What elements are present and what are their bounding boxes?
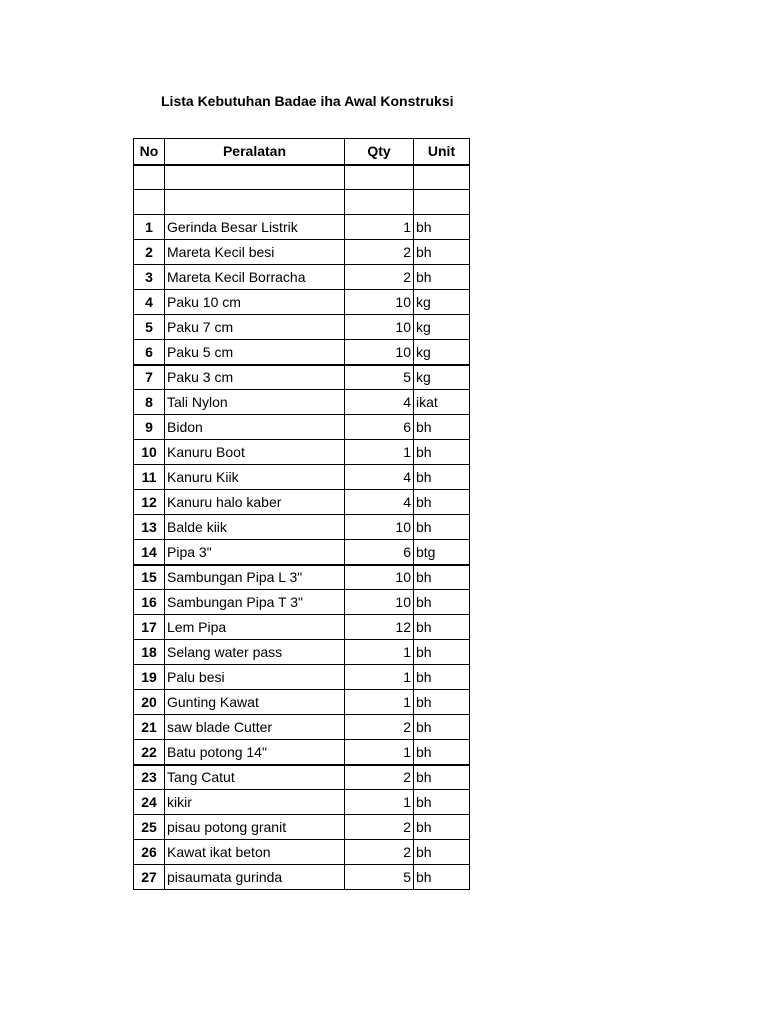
item-qty: 1: [345, 640, 414, 665]
row-number: 10: [134, 440, 165, 465]
item-qty: 10: [345, 515, 414, 540]
item-unit: bh: [414, 515, 470, 540]
item-qty: 4: [345, 490, 414, 515]
empty-cell: [345, 190, 414, 215]
row-number: 9: [134, 415, 165, 440]
item-unit: bh: [414, 415, 470, 440]
row-number: 26: [134, 840, 165, 865]
item-qty: 1: [345, 215, 414, 240]
item-unit: kg: [414, 290, 470, 315]
item-unit: ikat: [414, 390, 470, 415]
row-number: 8: [134, 390, 165, 415]
item-qty: 10: [345, 565, 414, 590]
item-qty: 4: [345, 465, 414, 490]
row-number: 11: [134, 465, 165, 490]
table-row: [134, 690, 470, 715]
row-number: 3: [134, 265, 165, 290]
row-number: 6: [134, 340, 165, 365]
table-row: [134, 865, 470, 890]
document-title: Lista Kebutuhan Badae iha Awal Konstruksi: [161, 93, 454, 109]
table-row: [134, 615, 470, 640]
item-qty: 10: [345, 340, 414, 365]
item-name: Paku 10 cm: [165, 290, 345, 315]
row-number: 19: [134, 665, 165, 690]
empty-cell: [165, 190, 345, 215]
row-number: 25: [134, 815, 165, 840]
item-qty: 2: [345, 815, 414, 840]
row-number: 13: [134, 515, 165, 540]
table-row: [134, 590, 470, 615]
table-row: [134, 765, 470, 790]
table-row: [134, 465, 470, 490]
table-row: [134, 315, 470, 340]
item-name: saw blade Cutter: [165, 715, 345, 740]
item-unit: bh: [414, 815, 470, 840]
header-no: No: [134, 139, 165, 165]
item-unit: bh: [414, 440, 470, 465]
item-name: Kanuru Kiik: [165, 465, 345, 490]
item-unit: kg: [414, 340, 470, 365]
item-unit: bh: [414, 615, 470, 640]
item-unit: kg: [414, 315, 470, 340]
item-name: pisau potong granit: [165, 815, 345, 840]
item-qty: 5: [345, 365, 414, 390]
table-row: [134, 665, 470, 690]
header-unit: Unit: [414, 139, 470, 165]
table-header-row: [134, 139, 470, 165]
empty-row: [134, 165, 470, 190]
item-name: Gerinda Besar Listrik: [165, 215, 345, 240]
item-qty: 5: [345, 865, 414, 890]
item-unit: bh: [414, 715, 470, 740]
item-qty: 1: [345, 790, 414, 815]
item-name: Paku 5 cm: [165, 340, 345, 365]
item-name: Kanuru Boot: [165, 440, 345, 465]
item-unit: bh: [414, 765, 470, 790]
item-qty: 2: [345, 765, 414, 790]
item-name: Sambungan Pipa T 3": [165, 590, 345, 615]
item-unit: bh: [414, 840, 470, 865]
item-qty: 1: [345, 440, 414, 465]
item-qty: 12: [345, 615, 414, 640]
row-number: 22: [134, 740, 165, 765]
table-row: [134, 540, 470, 565]
item-name: Kanuru halo kaber: [165, 490, 345, 515]
table-row: [134, 815, 470, 840]
item-name: Bidon: [165, 415, 345, 440]
table-row: [134, 840, 470, 865]
equipment-table: [133, 138, 470, 890]
row-number: 4: [134, 290, 165, 315]
table-row: [134, 515, 470, 540]
table-row: [134, 640, 470, 665]
item-unit: btg: [414, 540, 470, 565]
table-row: [134, 490, 470, 515]
item-name: Pipa 3": [165, 540, 345, 565]
item-name: Kawat ikat beton: [165, 840, 345, 865]
item-unit: bh: [414, 865, 470, 890]
table-row: [134, 290, 470, 315]
row-number: 16: [134, 590, 165, 615]
table-row: [134, 440, 470, 465]
table-row: [134, 415, 470, 440]
item-name: Gunting Kawat: [165, 690, 345, 715]
item-qty: 2: [345, 265, 414, 290]
table-row: [134, 240, 470, 265]
item-qty: 1: [345, 740, 414, 765]
table-row: [134, 740, 470, 765]
item-qty: 10: [345, 290, 414, 315]
row-number: 14: [134, 540, 165, 565]
item-unit: bh: [414, 740, 470, 765]
row-number: 2: [134, 240, 165, 265]
item-name: Mareta Kecil Borracha: [165, 265, 345, 290]
table-row: [134, 390, 470, 415]
item-unit: bh: [414, 215, 470, 240]
item-qty: 10: [345, 315, 414, 340]
item-name: Batu potong 14": [165, 740, 345, 765]
table-row: [134, 715, 470, 740]
row-number: 24: [134, 790, 165, 815]
item-unit: kg: [414, 365, 470, 390]
row-number: 21: [134, 715, 165, 740]
item-unit: bh: [414, 240, 470, 265]
item-unit: bh: [414, 265, 470, 290]
row-number: 20: [134, 690, 165, 715]
item-qty: 10: [345, 590, 414, 615]
item-name: kikir: [165, 790, 345, 815]
empty-cell: [165, 165, 345, 190]
row-number: 17: [134, 615, 165, 640]
row-number: 27: [134, 865, 165, 890]
table-row: [134, 790, 470, 815]
item-name: Paku 3 cm: [165, 365, 345, 390]
empty-row: [134, 190, 470, 215]
item-name: Lem Pipa: [165, 615, 345, 640]
item-unit: bh: [414, 590, 470, 615]
row-number: 15: [134, 565, 165, 590]
item-name: Selang water pass: [165, 640, 345, 665]
item-qty: 2: [345, 715, 414, 740]
table-row: [134, 365, 470, 390]
item-name: Palu besi: [165, 665, 345, 690]
empty-cell: [345, 165, 414, 190]
table-row: [134, 340, 470, 365]
empty-cell: [414, 190, 470, 215]
header-qty: Qty: [345, 139, 414, 165]
item-unit: bh: [414, 665, 470, 690]
row-number: 23: [134, 765, 165, 790]
row-number: 12: [134, 490, 165, 515]
row-number: 7: [134, 365, 165, 390]
item-unit: bh: [414, 690, 470, 715]
item-qty: 1: [345, 690, 414, 715]
item-unit: bh: [414, 565, 470, 590]
header-peralatan: Peralatan: [165, 139, 345, 165]
empty-cell: [134, 190, 165, 215]
row-number: 18: [134, 640, 165, 665]
item-qty: 6: [345, 415, 414, 440]
item-qty: 6: [345, 540, 414, 565]
item-name: Paku 7 cm: [165, 315, 345, 340]
table-row: [134, 265, 470, 290]
empty-cell: [414, 165, 470, 190]
item-name: Mareta Kecil besi: [165, 240, 345, 265]
item-name: Balde kiik: [165, 515, 345, 540]
table-row: [134, 215, 470, 240]
empty-cell: [134, 165, 165, 190]
item-name: Sambungan Pipa L 3": [165, 565, 345, 590]
item-qty: 1: [345, 665, 414, 690]
item-unit: bh: [414, 640, 470, 665]
item-qty: 2: [345, 240, 414, 265]
row-number: 5: [134, 315, 165, 340]
item-name: Tang Catut: [165, 765, 345, 790]
item-unit: bh: [414, 465, 470, 490]
row-number: 1: [134, 215, 165, 240]
item-qty: 2: [345, 840, 414, 865]
item-unit: bh: [414, 490, 470, 515]
item-name: pisaumata gurinda: [165, 865, 345, 890]
item-name: Tali Nylon: [165, 390, 345, 415]
item-qty: 4: [345, 390, 414, 415]
item-unit: bh: [414, 790, 470, 815]
table-row: [134, 565, 470, 590]
